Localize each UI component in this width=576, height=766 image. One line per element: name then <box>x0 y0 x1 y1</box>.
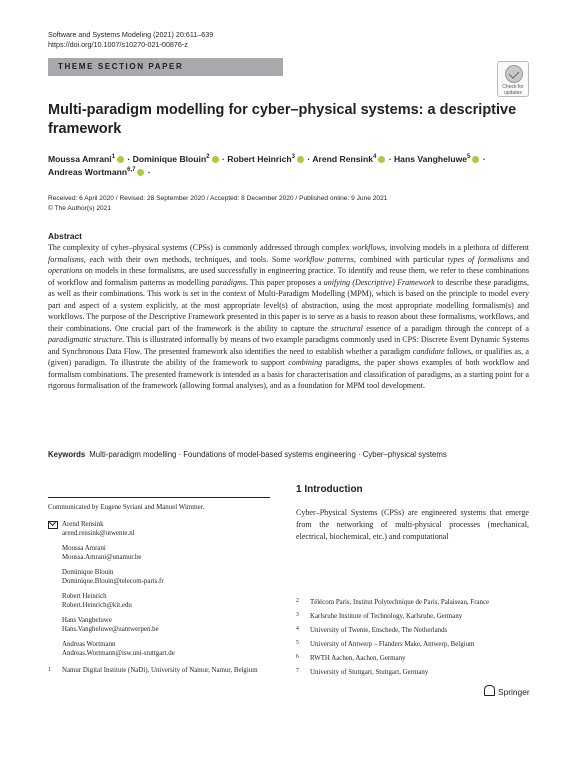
contact-name: Arend Rensink <box>62 521 104 528</box>
keywords-line <box>48 449 529 460</box>
affiliation-number: 7 <box>296 668 299 674</box>
publisher-logo <box>484 685 530 697</box>
orcid-icon[interactable] <box>137 169 144 176</box>
contact-entry <box>48 592 278 610</box>
affiliation-number: 1 <box>48 667 51 674</box>
affiliation-text: Télécom Paris, Institut Polytechnique de Paris, Palaiseau, France <box>310 599 490 606</box>
author-name: Hans Vangheluwe <box>393 154 468 164</box>
affiliation-2 <box>296 598 529 607</box>
orcid-icon[interactable] <box>297 156 304 163</box>
abstract-emphasis: paradigms <box>211 277 246 287</box>
banner-label: THEME SECTION PAPER <box>58 62 184 71</box>
affiliation-text: University of Twente, Enschede, The Netherlands <box>310 627 448 634</box>
introduction-text: Cyber–Physical Systems (CPSs) are engineered systems that emerge from the networking of multi-physical processes (mechanical, electrical, biochemical, etc.) and computational <box>296 508 529 541</box>
contact-name: Hans Vangheluwe <box>62 617 112 624</box>
dates-line: Received: 6 April 2020 / Revised: 28 September 2020 / Accepted: 8 December 2020 / Published online: 9 June 2021 <box>48 195 388 202</box>
contact-email[interactable]: Andreas.Wortmann@isw.uni-stuttgart.de <box>62 650 175 658</box>
contact-entry <box>48 640 278 658</box>
orcid-icon[interactable] <box>117 156 124 163</box>
abstract-emphasis: formalisms <box>48 254 84 264</box>
contact-entry <box>48 616 278 634</box>
affiliation-6 <box>296 654 529 663</box>
journal-header <box>48 30 213 50</box>
author-affiliation-number: 5 <box>467 154 471 160</box>
author-name: Moussa Amrani <box>48 154 112 164</box>
copyright-line: © The Author(s) 2021 <box>48 204 112 212</box>
publication-dates <box>48 194 518 213</box>
affiliation-number: 5 <box>296 640 299 646</box>
section-heading-introduction: 1 Introduction <box>296 484 363 495</box>
keywords-text: Multi-paradigm modelling · Foundations of model-based systems engineering · Cyber–physical systems <box>89 450 447 459</box>
orcid-icon[interactable] <box>212 156 219 163</box>
contact-entry <box>48 520 278 538</box>
author <box>48 167 145 177</box>
affiliation-text: RWTH Aachen, Aachen, Germany <box>310 655 406 662</box>
contact-entry <box>48 544 278 562</box>
affiliation-3 <box>296 612 529 621</box>
check-mark-icon <box>505 65 523 83</box>
affiliation-number: 4 <box>296 626 299 632</box>
journal-citation: Software and Systems Modeling (2021) 20:611–639 <box>48 30 214 39</box>
abstract-text: The complexity of cyber–physical systems (CPSs) is commonly addressed through complex workflows, involving models in a plethora of different formalisms, each with their own methods, techniques, and tools. Some workflow patterns, combined with particular types of formalisms and operations on models in these formalisms, are used successfully in engineering practice. To identify and reuse them, we refer to these combinations of workflow and formalism patterns as modelling paradigms. This paper proposes a unifying (Descriptive) Framework to describe these paradigms, as well as their combinations. This work is set in the context of Multi-Paradigm Modelling (MPM), which is based on the principle to model every part and aspect of a system explicitly, at the most appropriate level(s) of abstraction, using the most appropriate modelling formalism(s) and workflows. The purpose of the Descriptive Framework presented in this paper is to serve as a basis to reason about these formalisms, workflows, and their combinations. One crucial part of the framework is the ability to capture the structural essence of a paradigm through the concept of a paradigmatic structure. This is illustrated informally by means of two example paradigms commonly used in CPS: Discrete Event Dynamic Systems and Synchronous Data Flow. The presented framework also identifies the need to establish whether a paradigm candidate follows, or qualifies as, a (given) paradigm. To illustrate the ability of the framework to support combining paradigms, the paper shows examples of both workflow and formalism combinations. The presented framework is intended as a basis for characterisation and classification of paradigms, as a starting point for a rigorous formalisation of the framework (allowing formal analyses), and as a foundation for MPM tool development. <box>48 243 530 390</box>
abstract-emphasis: candidate <box>412 346 445 356</box>
author-affiliation-number: 6,7 <box>127 167 136 173</box>
abstract-emphasis: workflow patterns <box>293 254 354 264</box>
affiliation-number: 6 <box>296 654 299 660</box>
affiliation-1 <box>48 666 278 675</box>
affiliation-text: University of Stuttgart, Stuttgart, Germany <box>310 669 429 676</box>
affiliation-7 <box>296 668 529 677</box>
envelope-icon <box>48 521 58 529</box>
theme-section-banner <box>48 58 283 76</box>
keywords-label: Keywords <box>48 450 86 459</box>
springer-horse-icon <box>484 685 495 696</box>
contact-name: Andreas Wortmann <box>62 641 116 648</box>
affiliation-text: University of Antwerp – Flanders Make, Antwerp, Belgium <box>310 641 475 648</box>
contact-name: Moussa Amrani <box>62 545 106 552</box>
abstract-heading: Abstract <box>48 231 82 241</box>
orcid-icon[interactable] <box>378 156 385 163</box>
author <box>394 154 480 164</box>
contact-entry <box>48 568 278 586</box>
affiliations-list <box>296 598 529 682</box>
contact-name: Dominique Blouin <box>62 569 114 576</box>
check-for-updates-badge[interactable] <box>497 61 529 97</box>
affiliation-text: Namur Digital Institute (NaDi), University of Namur, Namur, Belgium <box>62 667 258 675</box>
author <box>312 154 386 164</box>
footnote-divider <box>48 497 270 498</box>
author-affiliation-number: 1 <box>111 154 116 160</box>
author <box>227 154 305 164</box>
author <box>133 154 220 164</box>
abstract-emphasis: workflows <box>351 243 386 252</box>
abstract-emphasis: paradigmatic structure <box>48 335 123 344</box>
abstract-emphasis: types of formalisms <box>447 254 514 264</box>
affiliation-text: Karlsruhe Institute of Technology, Karlsruhe, Germany <box>310 613 463 620</box>
contact-block <box>48 520 278 676</box>
author-name: Andreas Wortmann <box>48 167 128 177</box>
affiliation-5 <box>296 640 529 649</box>
author-list: Moussa Amrani$^1$ · Dominique Blouin$^2$ · Robert Heinrich$^3$ · Arend Rensink$^4$ · Hans Vangheluwe$^5$ · Andreas Wortmann$^{6,7}$ · <box>48 154 486 177</box>
author-affiliation-number: 4 <box>372 154 377 160</box>
abstract-emphasis: unifying (Descriptive) Framework <box>323 277 435 287</box>
contact-email[interactable]: Moussa.Amrani@unamur.be <box>62 554 142 562</box>
author-affiliation-number: 2 <box>206 154 210 160</box>
affiliation-4 <box>296 626 529 635</box>
badge-line2: updates <box>504 90 522 96</box>
affiliation-number: 2 <box>296 598 299 604</box>
contact-email[interactable]: arend.rensink@utwente.nl <box>62 530 135 538</box>
author-name: Robert Heinrich <box>227 154 292 164</box>
publisher-name: Springer <box>498 687 530 697</box>
abstract-emphasis: structural <box>331 323 363 333</box>
badge-line1: Check for <box>502 84 524 90</box>
author <box>48 154 125 164</box>
paper-title: Multi-paradigm modelling for cyber–physical systems: a descriptive framework <box>48 102 517 137</box>
abstract-emphasis: combining <box>288 358 323 367</box>
contact-email[interactable]: Hans.Vangheluwe@uantwerpen.be <box>62 626 159 634</box>
contact-name: Robert Heinrich <box>62 593 107 600</box>
doi-link[interactable]: https://doi.org/10.1007/s10270-021-00876-z <box>48 40 188 49</box>
author-name: Dominique Blouin <box>132 154 207 164</box>
communicated-by: Communicated by Eugene Syriani and Manuel Wimmer. <box>48 504 205 511</box>
author-name: Arend Rensink <box>312 154 373 164</box>
orcid-icon[interactable] <box>472 156 479 163</box>
contact-email[interactable]: Dominique.Blouin@telecom-paris.fr <box>62 578 164 586</box>
abstract-emphasis: operations <box>48 266 83 275</box>
author-affiliation-number: 3 <box>291 154 295 160</box>
affiliation-number: 3 <box>296 612 299 618</box>
contact-email[interactable]: Robert.Heinrich@kit.edu <box>62 602 132 610</box>
